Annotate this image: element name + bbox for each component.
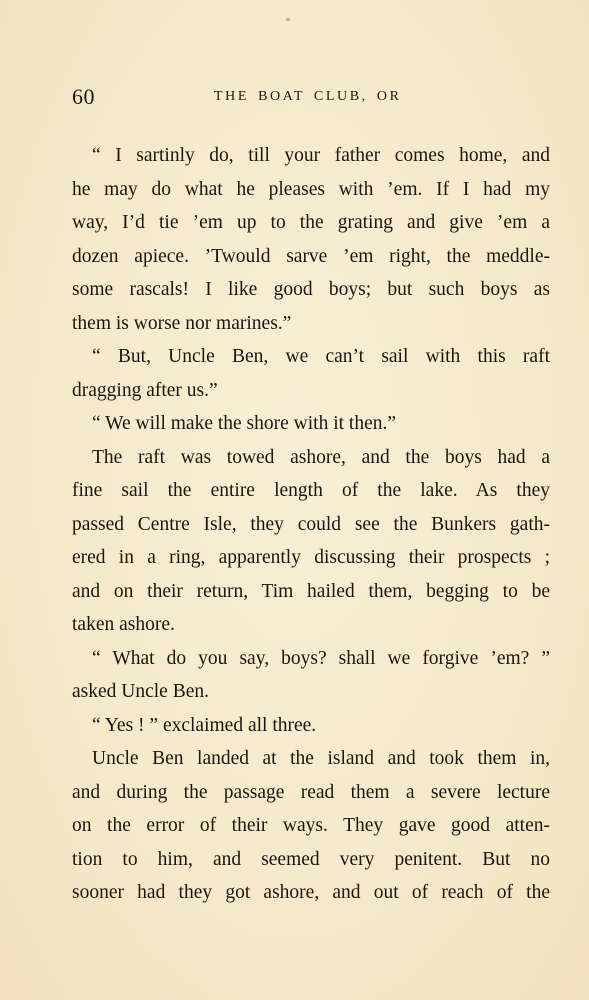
text-line: asked Uncle Ben. [72,681,209,702]
text-line: he may do what he pleases with ’em. If I had my [72,178,550,200]
running-title: THE BOAT CLUB, OR [214,89,402,104]
text-line: and on their return, Tim hailed them, begging to be [72,580,550,602]
text-line: taken ashore. [72,614,175,635]
text-line: The raft was towed ashore, and the boys had a [92,446,550,468]
body-text [72,139,550,910]
text-line: dozen apiece. ’Twould sarve ’em right, the meddle- [72,245,550,267]
text-line: fine sail the entire length of the lake. As they [72,480,550,501]
text-line: “ I sartinly do, till your father comes home, and [92,145,550,166]
text-line: tion to him, and seemed very penitent. But no [72,848,550,870]
text-line: sooner had they got ashore, and out of reach of the [72,882,550,903]
text-line: dragging after us.” [72,379,218,401]
text-line: “ What do you say, boys? shall we forgive ’em? ” [92,647,550,669]
text-line: them is worse nor marines.” [72,312,292,334]
text-line: ered in a ring, apparently discussing their prospects ; [72,547,550,568]
text-line: Uncle Ben landed at the island and took them in, [92,748,550,769]
text-line: and during the passage read them a severe lecture [72,781,550,803]
page-number: 60 [72,84,95,109]
text-line: way, I’d tie ’em up to the grating and give ’em a [72,212,550,233]
text-line: “ We will make the shore with it then.” [92,413,397,434]
page-header [72,84,552,110]
paper-speck [286,18,290,21]
text-line: “ But, Uncle Ben, we can’t sail with this raft [92,346,550,367]
text-line: “ Yes ! ” exclaimed all three. [92,714,317,736]
text-line: some rascals! I like good boys; but such boys as [72,279,550,300]
text-line: on the error of their ways. They gave good atten- [72,815,550,836]
text-line: passed Centre Isle, they could see the Bunkers gath- [72,513,550,535]
